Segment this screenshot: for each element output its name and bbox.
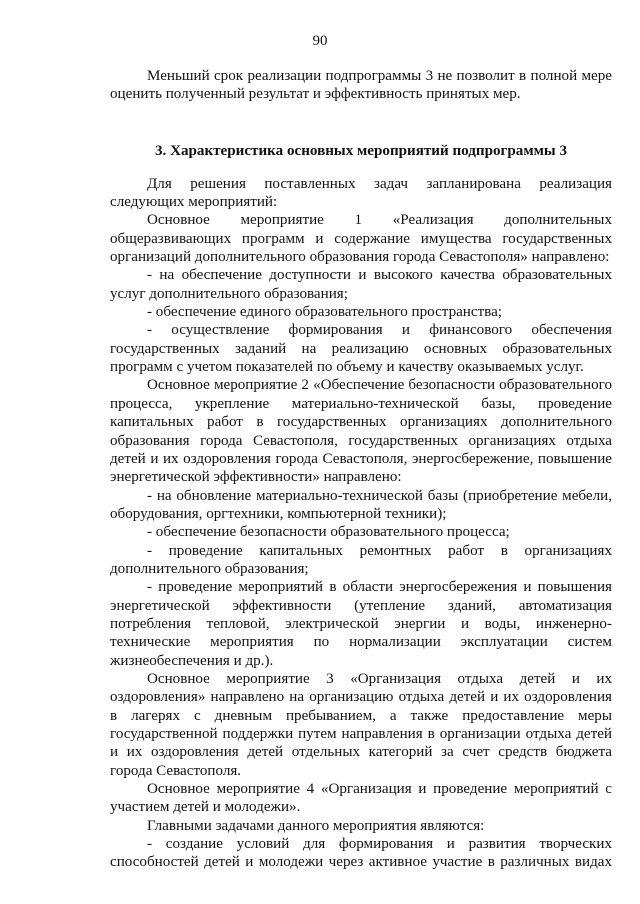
- list-item: - создание условий для формирования и развития творческих способностей детей и молодежи через активное участие в различных видах: [110, 836, 612, 871]
- list-item: - проведение капитальных ремонтных работ в организациях дополнительного образования;: [110, 542, 612, 577]
- list-item: - проведение мероприятий в области энергосбережения и повышения энергетической эффективности (утепление зданий, автоматизация потребления тепловой, электрической энергии и воды, инженерно-технические мероприятия по нормализации эксплуатации систем жизнеобеспечения и др.).: [110, 579, 612, 669]
- list-item: - обеспечение безопасности образовательного процесса;: [147, 524, 510, 541]
- section-title: 3. Характеристика основных мероприятий подпрограммы 3: [154, 142, 568, 159]
- list-item: - обеспечение единого образовательного пространства;: [147, 304, 503, 321]
- paragraph: Для решения поставленных задач запланирована реализация следующих мероприятий:: [110, 175, 612, 211]
- paragraph: Главными задачами данного мероприятия являются:: [147, 817, 485, 834]
- paragraph: Основное мероприятие 2 «Обеспечение безопасности образовательного процесса, укрепление материально-технической базы, проведение капитальных работ в государственных организациях дополнительного образования города Севастополя, государственных организациях отдыха детей и их оздоровления города Севастополя, энергосбережение, повышение энергетической эффективности» направлено:: [110, 377, 612, 486]
- page-number: 90: [312, 33, 328, 49]
- paragraph: Основное мероприятие 1 «Реализация дополнительных общеразвивающих программ и содержание имущества государственных организаций дополнительного образования города Севастополя» направлено:: [110, 212, 612, 266]
- intro-paragraph: Меньший срок реализации подпрограммы 3 не позволит в полной мере оценить полученный результат и эффективность принятых мер.: [110, 68, 612, 103]
- paragraph: Основное мероприятие 4 «Организация и проведение мероприятий с участием детей и молодежи».: [110, 781, 612, 816]
- paragraph: Основное мероприятие 3 «Организация отдыха детей и их оздоровления» направлено на организацию отдыха детей и их оздоровления в лагерях с дневным пребыванием, а также предоставление меры государственной поддержки путем направления в организации отдыха детей и их оздоровления детей отдельных категорий за счет средств бюджета города Севастополя.: [110, 670, 612, 779]
- list-item: - на обновление материально-технической базы (приобретение мебели, оборудования, оргтехники, компьютерной техники);: [110, 487, 612, 522]
- list-item: - осуществление формирования и финансового обеспечения государственных заданий на реализацию основных образовательных программ с учетом показателей по объему и качеству оказываемых услуг.: [110, 322, 612, 376]
- list-item: - на обеспечение доступности и высокого качества образовательных услуг дополнительного образования;: [110, 267, 612, 302]
- document-body: [110, 67, 612, 872]
